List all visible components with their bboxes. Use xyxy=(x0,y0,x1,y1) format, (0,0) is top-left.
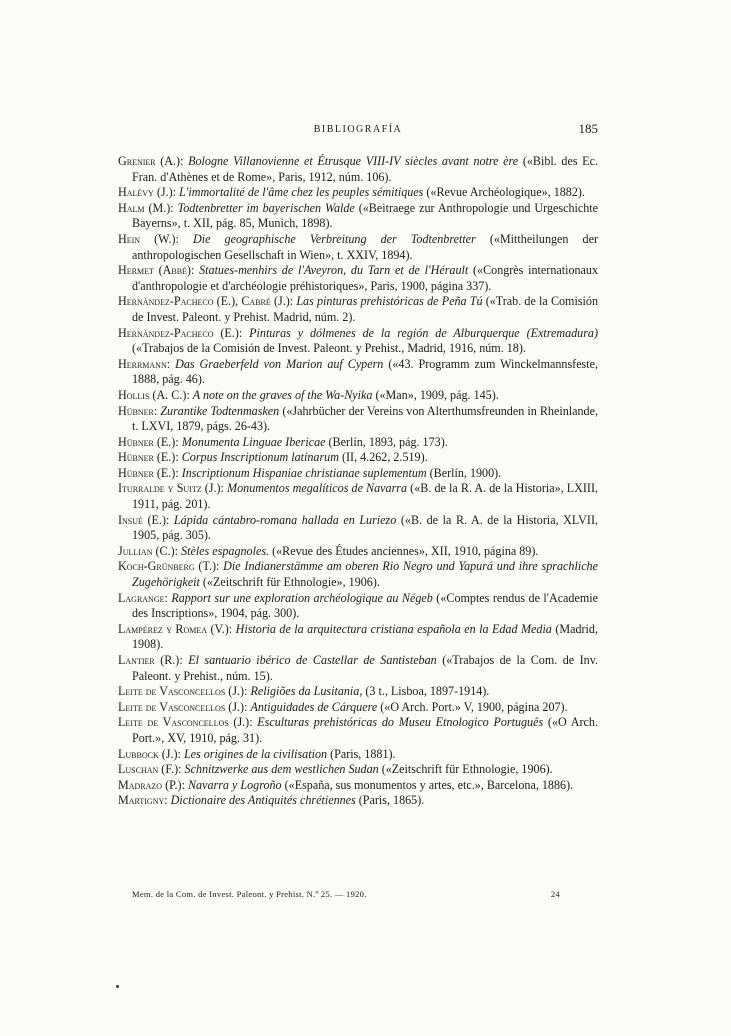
entry-author: Hollis (A. C.): xyxy=(118,387,190,402)
entry-author: Herrmann: xyxy=(118,356,171,371)
bibliography-entry xyxy=(118,715,598,746)
entry-title: Die geographische Verbreitung der Todtenbretter xyxy=(193,231,476,246)
entry-title: Lápida cántabro-romana hallada en Luriezo xyxy=(173,512,397,527)
entry-details: («Comptes rendus de l'Academie des Inscriptions», 1904, pág. 300). xyxy=(132,590,598,621)
bibliography-entry xyxy=(118,435,598,451)
entry-author: Koch-Grünberg (T.): xyxy=(118,559,220,574)
page-number: 185 xyxy=(578,121,598,136)
entry-author: Hübner (E.): xyxy=(118,434,179,449)
entry-details: (Berlín, 1900). xyxy=(429,465,502,480)
entry-title: Statues-menhirs de l'Aveyron, du Tarn et de l'Hérault xyxy=(199,263,469,278)
bibliography-entry xyxy=(118,185,598,201)
entry-author: Luschan (F.): xyxy=(118,762,182,777)
entry-details: (Berlín, 1893, pág. 173). xyxy=(328,434,448,449)
entry-details: («Revue des Études anciennes», XII, 1910, página 89). xyxy=(272,543,539,558)
entry-author: Hernández-Pacheco (E.): xyxy=(118,325,243,340)
entry-title: Navarra y Logroño xyxy=(187,777,282,792)
bibliography-entry xyxy=(118,793,598,809)
entry-author: Lampérez y Romea (V.): xyxy=(118,621,233,636)
bibliography-entry xyxy=(118,263,598,294)
entry-details: («43. Programm zum Winckelmannsfeste, 1888, pág. 46). xyxy=(132,356,599,387)
entry-author: Martigny: xyxy=(118,793,168,808)
entry-author: Insué (E.): xyxy=(118,512,170,527)
bibliography-entry xyxy=(118,326,598,357)
bibliography-entry xyxy=(118,700,598,716)
entry-title: Esculturas prehistóricas do Museu Etnologico Português xyxy=(257,715,544,730)
entry-title: Stèles espagnoles. xyxy=(181,543,270,558)
entry-author: Iturralde y Suitz (J.): xyxy=(118,481,224,496)
entry-details: («Man», 1909, pág. 145). xyxy=(375,387,499,402)
bibliography-entry xyxy=(118,404,598,435)
entry-author: Halm (M.): xyxy=(118,200,174,215)
entry-title: Monumentos megalíticos de Navarra xyxy=(227,481,408,496)
entry-details: («B. de la R. A. de la Historia», LXIII, 1911, pág. 201). xyxy=(132,481,599,512)
entry-details: («Revue Archéologique», 1882). xyxy=(426,185,585,200)
entry-details: (II, 4.262, 2.519). xyxy=(342,450,428,465)
entry-title: Dictionaire des Antiquités chrétiennes xyxy=(170,793,356,808)
entry-title: Religiões da Lusitania, xyxy=(250,684,363,699)
entry-title: Pinturas y dólmenes de la región de Alburquerque (Extremadura) xyxy=(249,325,598,340)
entry-details: («Trabajos de la Comisión de Invest. Paleont. y Prehist., Madrid, 1916, núm. 18). xyxy=(132,341,526,356)
entry-title: Zurantike Todtenmasken xyxy=(160,403,280,418)
bibliography-entry xyxy=(118,747,598,763)
entry-title: L'immortalité de l'âme chez les peuples sémitiques xyxy=(179,185,424,200)
entry-title: Monumenta Linguae Ibericae xyxy=(181,434,326,449)
page-footer xyxy=(132,889,560,903)
entry-title: Corpus Inscriptionum latinarum xyxy=(181,450,339,465)
entry-author: Leite de Vasconcellos (J.): xyxy=(118,699,248,714)
bibliography-entry xyxy=(118,513,598,544)
entry-details: («Zeitschrift für Ethnologie», 1906). xyxy=(202,575,380,590)
bibliography-list xyxy=(118,154,598,809)
entry-details: (Madrid, 1908). xyxy=(132,621,598,652)
entry-details: («Trabajos de la Com. de Inv. Paleont. y Prehist., núm. 15). xyxy=(132,653,598,683)
scan-speck xyxy=(116,985,119,988)
entry-title: Bologne Villanovienne et Étrusque VIII-IV siècles avant notre ère xyxy=(188,154,519,168)
entry-title: Historia de la arquitectura cristiana española en la Edad Media xyxy=(235,621,552,636)
entry-title: Las pinturas prehistóricas de Peña Tú xyxy=(296,294,483,309)
entry-title: El santuario ibérico de Castellar de Santisteban xyxy=(188,653,437,667)
entry-details: («Congrès internationaux d'anthropologie et d'archéologie préhistoriques», Paris, 1900, página 337). xyxy=(132,263,599,293)
bibliography-entry xyxy=(118,684,598,700)
entry-title: Rapport sur une exploration archéologique au Négeb xyxy=(171,590,433,605)
entry-author: Hübner (E.): xyxy=(118,450,179,465)
page-header xyxy=(118,121,598,142)
entry-details: («O Arch. Port.», XV, 1910, pág. 31). xyxy=(132,715,598,745)
entry-title: Die Indianerstämme am oberen Rio Negro und Yapurá und ihre sprachliche Zugehörigkeit xyxy=(132,559,598,590)
entry-author: Hübner: xyxy=(118,403,158,418)
signature-mark: 24 xyxy=(550,889,560,899)
entry-details: («Jahrbücher der Vereins von Alterthumsfreunden in Rheinlande, t. LXVI, 1879, págs. 26-43). xyxy=(132,403,598,434)
entry-author: Hübner (E.): xyxy=(118,465,179,480)
bibliography-entry xyxy=(118,622,598,653)
entry-author: Lantier (R.): xyxy=(118,653,183,667)
bibliography-entry xyxy=(118,450,598,466)
entry-details: («Trab. de la Comisión de Invest. Paleont. y Prehist. Madrid, núm. 2). xyxy=(132,294,598,324)
entry-details: («España, sus monumentos y artes, etc.», Barcelona, 1886). xyxy=(284,777,574,792)
entry-details: («Bibl. des Ec. Fran. d'Athènes et de Rome», Paris, 1912, núm. 106). xyxy=(132,154,598,184)
bibliography-entry xyxy=(118,653,598,684)
entry-details: («Mittheilungen der anthropologischen Gesellschaft in Wien», t. XXIV, 1894). xyxy=(132,231,598,262)
entry-title: Das Graeberfeld von Marion auf Cypern xyxy=(175,356,384,371)
bibliography-entry xyxy=(118,559,598,590)
entry-title: Antiguidades de Cárquere xyxy=(250,699,378,714)
bibliography-entry xyxy=(118,762,598,778)
entry-author: Hein (W.): xyxy=(118,231,179,246)
entry-details: (Paris, 1881). xyxy=(330,746,396,761)
bibliography-entry xyxy=(118,481,598,512)
entry-author: Leite de Vasconcellos (J.): xyxy=(118,715,253,730)
bibliography-entry xyxy=(118,466,598,482)
entry-title: Todtenbretter im bayerischen Walde xyxy=(177,200,355,215)
entry-title: Schnitzwerke aus dem westlichen Sudan xyxy=(184,762,379,777)
entry-author: Lagrange: xyxy=(118,590,168,605)
bibliography-entry xyxy=(118,388,598,404)
entry-author: Lubbock (J.): xyxy=(118,746,181,761)
entry-details: («Beitraege zur Anthropologie und Urgeschichte Bayerns», t. XII, pág. 85, Munich, 1898). xyxy=(132,200,598,231)
entry-author: Hernández-Pacheco (E.), Cabré (J.): xyxy=(118,294,294,309)
entry-title: Les origines de la civilisation xyxy=(183,746,328,761)
running-title: BIBLIOGRAFÍA xyxy=(313,124,403,135)
bibliography-entry xyxy=(118,357,598,388)
bibliography-entry xyxy=(118,544,598,560)
entry-details: (Paris, 1865). xyxy=(358,793,425,808)
entry-author: Leite de Vasconcellos (J.): xyxy=(118,684,248,699)
bibliography-entry xyxy=(118,778,598,794)
bibliography-entry xyxy=(118,294,598,325)
entry-details: («Zeitschrift für Ethnologie, 1906). xyxy=(381,762,553,777)
bibliography-entry xyxy=(118,591,598,622)
entry-author: Grenier (A.): xyxy=(118,154,184,168)
bibliography-entry xyxy=(118,232,598,263)
bibliography-entry xyxy=(118,154,598,185)
entry-details: («B. de la R. A. de la Historia, XLVII, 1905, pág. 305). xyxy=(132,512,598,543)
footer-text: Mem. de la Com. de Invest. Paleont. y Prehist. N.º 25. — 1920. xyxy=(132,889,367,899)
entry-author: Hermet (Abbé): xyxy=(118,263,195,278)
bibliography-entry xyxy=(118,201,598,232)
entry-author: Jullian (C.): xyxy=(118,543,179,558)
entry-title: Inscriptionum Hispaniae christianae suplementum xyxy=(181,465,427,480)
entry-author: Halévy (J.): xyxy=(118,185,177,200)
entry-title: A note on the graves of the Wa-Nyika xyxy=(192,387,373,402)
entry-details: («O Arch. Port.» V, 1900, página 207). xyxy=(380,699,568,714)
entry-details: (3 t., Lisboa, 1897-1914). xyxy=(365,684,490,699)
entry-author: Madrazo (P.): xyxy=(118,777,185,792)
